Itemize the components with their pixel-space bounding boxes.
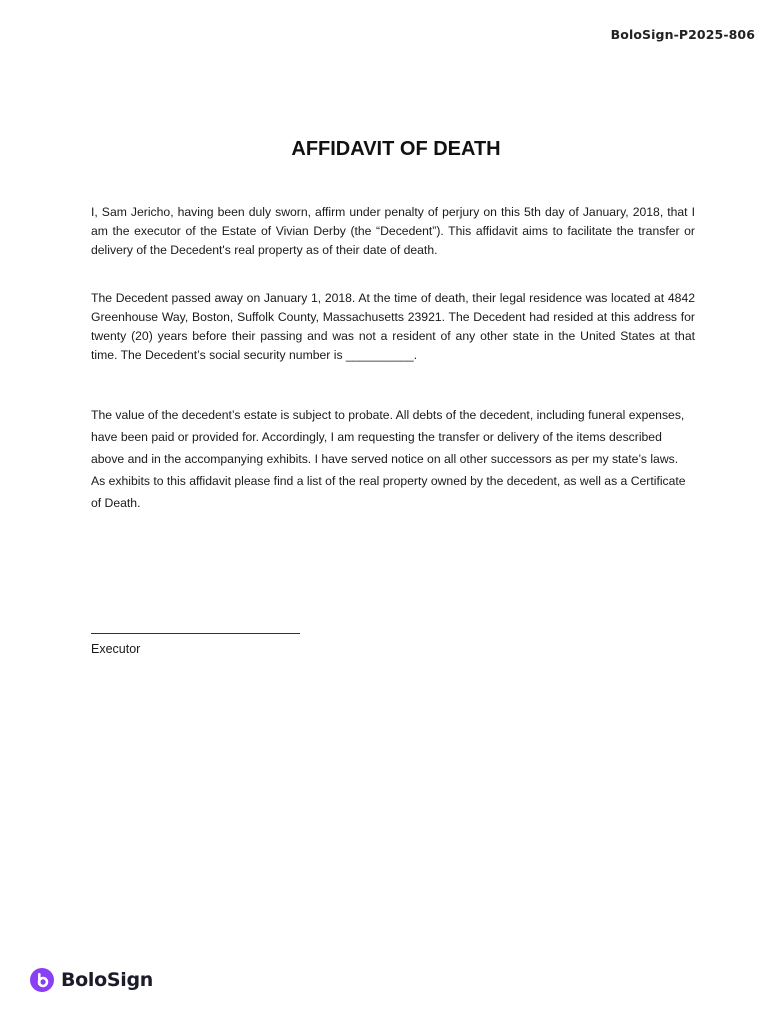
brand-name: BoloSign [61, 969, 154, 991]
footer-brand [30, 967, 153, 993]
bolosign-logo-icon [30, 968, 54, 992]
paragraph-estate: The value of the decedent’s estate is subject to probate. All debts of the decedent, including funeral expenses, have been paid or provided for. Accordingly, I am requesting the transfer or delivery of the items described above and in the accompanying exhibits. I have served notice on all other successors as per my state’s laws. As exhibits to this affidavit please find a list of the real property owned by the decedent, as well as a Certificate of Death. [91, 408, 686, 510]
paragraph-affirmation: I, Sam Jericho, having been duly sworn, affirm under penalty of perjury on this 5th day of January, 2018, that I am the executor of the Estate of Vivian Derby (the “Decedent”). This affidavit aims to facilitate the transfer or delivery of the Decedent's real property as of their date of death. [91, 205, 695, 257]
signature-label: Executor [91, 642, 141, 656]
document-title: AFFIDAVIT OF DEATH [291, 138, 501, 160]
paragraph-residence: The Decedent passed away on January 1, 2018. At the time of death, their legal residence was located at 4842 Greenhouse Way, Boston, Suffolk County, Massachusetts 23921. The Decedent had resided at this address for twenty (20) years before their passing and was not a resident of any other state in the United States at that time. The Decedent’s social security number is __________. [91, 291, 695, 362]
signature-line [91, 633, 300, 634]
document-id: BoloSign-P2025-806 [610, 27, 755, 42]
